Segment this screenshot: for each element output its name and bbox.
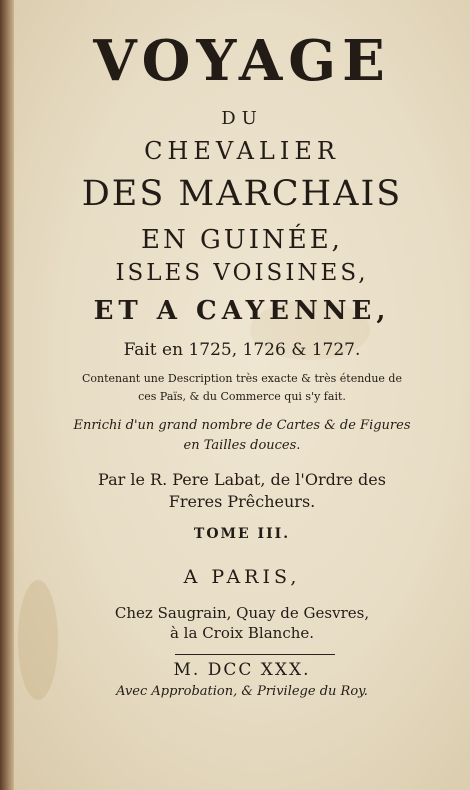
description-line-1: Contenant une Description très exacte & très étendue de xyxy=(82,372,402,385)
title-des-marchais: DES MARCHAIS xyxy=(81,174,403,214)
volume-number: TOME III. xyxy=(193,526,291,542)
title-chevalier: CHEVALIER xyxy=(144,137,340,165)
title-du: DU xyxy=(221,108,263,129)
enrichi-line-2: en Tailles douces. xyxy=(183,438,301,453)
years-line: Fait en 1725, 1726 & 1727. xyxy=(123,340,361,360)
publisher-line-2: à la Croix Blanche. xyxy=(169,624,315,642)
book-title: VOYAGE xyxy=(93,28,391,94)
enrichi-line-1: Enrichi d'un grand nombre de Cartes & de Figures xyxy=(73,418,411,433)
title-cayenne: ET A CAYENNE, xyxy=(93,296,391,326)
divider-rule xyxy=(175,654,335,655)
publication-year: M. DCC XXX. xyxy=(173,660,311,680)
publisher-line-1: Chez Saugrain, Quay de Gesvres, xyxy=(114,604,370,622)
place-paris: A PARIS, xyxy=(183,566,301,588)
description-line-2: ces Païs, & du Commerce qui s'y fait. xyxy=(138,390,346,403)
author-line-1: Par le R. Pere Labat, de l'Ordre des xyxy=(98,470,386,489)
title-isles-voisines: ISLES VOISINES, xyxy=(115,260,369,286)
book-spine-edge xyxy=(0,0,14,790)
title-en-guinee: EN GUINÉE, xyxy=(141,225,343,255)
author-line-2: Freres Prêcheurs. xyxy=(168,492,316,511)
privilege-line: Avec Approbation, & Privilege du Roy. xyxy=(116,684,368,699)
